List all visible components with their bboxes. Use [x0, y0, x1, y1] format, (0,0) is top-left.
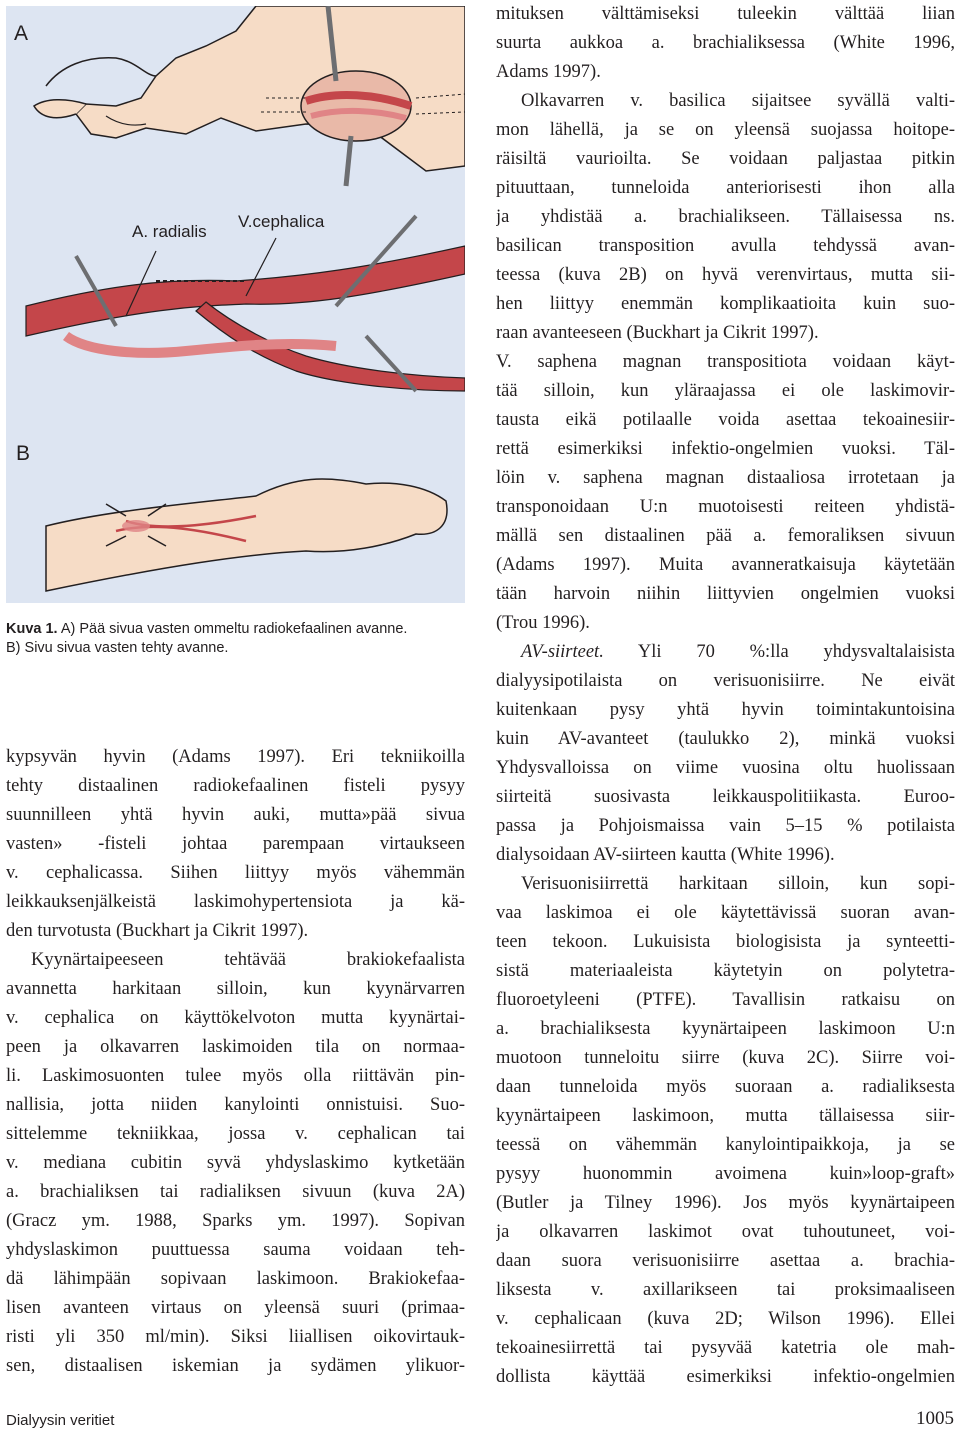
body-line: teessa (kuva 2B) on hyvä verenvirtaus, mutta sii-: [496, 265, 955, 285]
av-heading-rest: Yli 70 %:lla yhdysvaltalaisista: [603, 642, 955, 662]
caption-line1: A) Pää sivua vasten ommeltu radiokefaalinen avanne.: [60, 621, 408, 637]
body-line: avannetta harkitaan silloin, kun kyynärvarren: [6, 979, 465, 999]
body-line: (Butler ja Tilney 1996). Jos myös kyynärtaipeen: [496, 1193, 955, 1213]
body-line: v. mediana cubitin syvä yhdyslaskimo kytketään: [6, 1153, 465, 1173]
body-line: a. brachialiksen tai radialiksen sivuun (kuva 2A): [6, 1182, 465, 1202]
body-line: muotoon tunneloitu siirre (kuva 2C). Siirre voi-: [496, 1048, 955, 1068]
body-line: tään harvoin niihin liittyvien ongelmien vuoksi: [496, 584, 955, 604]
body-line: a. brachialiksesta kyynärtaipeen laskimoon U:n: [496, 1019, 955, 1039]
body-line: V. saphena magnan transpositiota voidaan käyt-: [496, 352, 955, 372]
body-line: löin v. saphena magnan distaaliosa irrotetaan ja: [496, 468, 955, 488]
running-footer: Dialyysin veritiet: [6, 1412, 115, 1429]
figure-panel: [6, 6, 465, 603]
body-line: Olkavarren v. basilica sijaitsee syvällä valti-: [521, 91, 955, 111]
body-line: (Trou 1996).: [496, 613, 590, 633]
body-line: peen ja olkavarren laskimoiden tila on normaa-: [6, 1037, 465, 1057]
body-line: suurta aukkoa a. brachialiksessa (White 1996,: [496, 33, 955, 53]
body-line: pysyy huonommin avoimena kuin»loop-graft»: [496, 1164, 955, 1184]
figure-caption: [6, 620, 465, 658]
body-line: Adams 1997).: [496, 62, 601, 82]
body-line: sistä materiaaleista käytetyin on polytetra-: [496, 961, 955, 981]
panel-a-vessel-detail: [26, 216, 465, 391]
label-cephalica: V.cephalica: [238, 212, 325, 231]
body-line: Verisuonisiirrettä harkitaan silloin, kun sopi-: [521, 874, 955, 894]
body-line: Kyynärtaipeeseen tehtävää brakiokefaalista: [31, 950, 465, 970]
body-line: tekoainesiirrettä tai pysyvää katetria ole mah-: [496, 1338, 955, 1358]
body-line: v. cephalica on käyttökelvoton mutta kyynärtai-: [6, 1008, 465, 1028]
body-line: pituuttaan, tunneloida anteriorisesti ihon alla: [496, 178, 955, 198]
body-line: suunnilleen yhtä hyvin auki, mutta»pää sivua: [6, 805, 465, 825]
body-line: yhdyslaskimon puuttuessa sauma voidaan teh-: [6, 1240, 465, 1260]
body-line: dialysoidaan AV-siirteen kautta (White 1996).: [496, 845, 835, 865]
body-line: tausta eikä potilaalle voida asettaa tekoainesiir-: [496, 410, 955, 430]
panel-a-hand-drawing: [34, 6, 465, 186]
body-line: kyynärtaipeen laskimoon, mutta tällaisessa siir-: [496, 1106, 955, 1126]
body-line: vasten» -fisteli johtaa parempaan virtaukseen: [6, 834, 465, 854]
page-number: 1005: [916, 1408, 954, 1429]
panel-b-hand-drawing: [46, 479, 447, 591]
body-line: kypsyvän hyvin (Adams 1997). Eri tekniikoilla: [6, 747, 465, 767]
body-line: (Gracz ym. 1988, Sparks ym. 1997). Sopivan: [6, 1211, 465, 1231]
body-line: dä lähimpään sopivaan laskimoon. Brakiokefaa-: [6, 1269, 465, 1289]
body-line: kuitenkaan pysy yhtä hyvin toimintakuntoisina: [496, 700, 955, 720]
body-line: ja olkavarren laskimot ovat tuhoutuneet, voi-: [496, 1222, 955, 1242]
body-line: nallisia, jotta niiden kanylointi onnistuisi. Suo-: [6, 1095, 465, 1115]
av-heading-line: [496, 638, 955, 667]
body-line: rettä esimerkiksi infektio-ongelmien vuoksi. Täl-: [496, 439, 955, 459]
body-line: sittelemme tekniikkaa, jossa v. cephalican tai: [6, 1124, 465, 1144]
av-heading: AV-siirteet.: [521, 642, 604, 662]
body-line: raan avanteeseen (Buckhart ja Cikrit 1997).: [496, 323, 819, 343]
body-line: liksesta v. axillarikseen tai proksimaaliseen: [496, 1280, 955, 1300]
label-radialis: A. radialis: [132, 222, 207, 241]
body-line: leikkauksenjälkeistä laskimohypertensiota ja kä-: [6, 892, 465, 912]
body-line: hen liittyy enemmän komplikaatioita kuin suo-: [496, 294, 955, 314]
body-line: dialyysipotilaista on verisuonisiirre. Ne eivät: [496, 671, 955, 691]
left-column-text: [6, 743, 465, 1381]
body-line: teessä on vähemmän kanylointipaikkoja, ja se: [496, 1135, 955, 1155]
body-line: tehty distaalinen radiokefaalinen fisteli pysyy: [6, 776, 465, 796]
body-line: daan suora verisuonisiirre asettaa a. brachia-: [496, 1251, 955, 1271]
body-line: passa ja Pohjoismaissa vain 5–15 % potilaista: [496, 816, 955, 836]
body-line: basilican transposition avulla tehdyssä avan-: [496, 236, 955, 256]
body-line: risti yli 350 ml/min). Siksi liiallisen oikovirtauk-: [6, 1327, 465, 1347]
body-line: kuin AV-avanteet (taulukko 2), minkä vuoksi: [496, 729, 955, 749]
body-line: lisen avanteen virtaus on yleensä suuri (primaa-: [6, 1298, 465, 1318]
body-line: mon lähellä, ja se on yleensä suojassa hoitope-: [496, 120, 955, 140]
body-line: sen, distaalisen iskemian ja sydämen ylikuor-: [6, 1356, 465, 1376]
body-line: daan tunneloida myös suoraan a. radialiksesta: [496, 1077, 955, 1097]
body-line: li. Laskimosuonten tulee myös olla riittävän pin-: [6, 1066, 465, 1086]
body-line: transponoidaan U:n muotoisesti reiteen yhdistä-: [496, 497, 955, 517]
body-line: tää silloin, kun yläraajassa ei ole laskimovir-: [496, 381, 955, 401]
caption-line2: B) Sivu sivua vasten tehty avanne.: [6, 640, 229, 656]
body-line: mituksen välttämiseksi tuleekin välttää liian: [496, 4, 955, 24]
body-line: fluoroetyleeni (PTFE). Tavallisin ratkaisu on: [496, 990, 955, 1010]
body-line: v. cephalicassa. Siihen liittyy myös vähemmän: [6, 863, 465, 883]
body-line: den turvotusta (Buckhart ja Cikrit 1997).: [6, 921, 309, 941]
body-line: v. cephalicaan (kuva 2D; Wilson 1996). Ellei: [496, 1309, 955, 1329]
caption-bold: Kuva 1.: [6, 621, 58, 637]
right-column-text: [496, 0, 955, 1392]
body-line: teen tekoon. Lukuisista biologisista ja synteetti-: [496, 932, 955, 952]
body-line: ja yhdistää a. brachialikseen. Tällaisessa ns.: [496, 207, 955, 227]
body-line: siirteitä suosivasta leikkauspolitiikasta. Euroo-: [496, 787, 955, 807]
body-line: vaa laskimoa ei ole käytettävissä suoran avan-: [496, 903, 955, 923]
body-line: räisiltä vaurioilta. Se voidaan paljastaa pitkin: [496, 149, 955, 169]
body-line: dollista käyttää esimerkiksi infektio-ongelmien: [496, 1367, 955, 1387]
panel-b-letter: B: [16, 442, 31, 465]
body-line: Yhdysvalloissa on viime vuosina oltu huolissaan: [496, 758, 955, 778]
surgical-illustration: [6, 6, 465, 603]
body-line: mällä sen distaalinen pää a. femoraliksen sivuun: [496, 526, 955, 546]
body-line: (Adams 1997). Muita avanneratkaisuja käytetään: [496, 555, 955, 575]
panel-a-letter: A: [14, 22, 29, 45]
